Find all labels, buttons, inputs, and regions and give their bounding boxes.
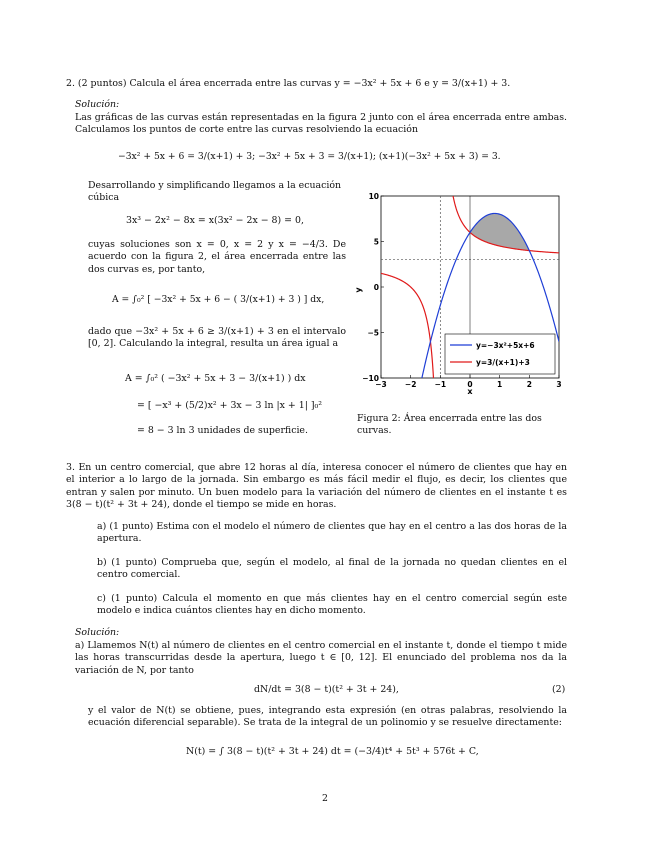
- x-tick-label: −3: [375, 380, 387, 389]
- y-tick-label: 10: [368, 192, 379, 201]
- x-axis-label: x: [467, 387, 473, 396]
- solution-a-text: a) Llamemos N(t) al número de clientes en el centro comercial en el instante t, donde el tiempo t mide las horas transcurridas desde la apertura, luego t ∈ [0, 12]. El enunciado del problema nos da la variación de N, por tanto: [75, 640, 567, 676]
- problem2-statement: 2. (2 puntos) Calcula el área encerrada entre las curvas y = −3x² + 5x + 6 e y = 3/(x+1) + 3.: [66, 78, 511, 89]
- equation-1: −3x² + 5x + 6 = 3/(x+1) + 3; −3x² + 5x + 3 = 3/(x+1); (x+1)(−3x² + 5x + 3) = 3.: [118, 151, 501, 162]
- x-tick-label: 0: [467, 380, 473, 389]
- solution-label: Solución:: [75, 99, 120, 110]
- equation-2: dN/dt = 3(8 − t)(t² + 3t + 24),: [254, 684, 399, 695]
- equation-2-number: (2): [552, 684, 566, 695]
- problem3-statement: 3. En un centro comercial, que abre 12 horas al día, interesa conocer el número de clientes que hay en el interior a lo largo de la jornada. Sin embargo es más fácil medir el flujo, es decir, los clientes que entran y salen por minuto. Un buen modelo para la variación del número de clientes en el instante t es 3(8 − t)(t² + 3t + 24), donde el tiempo se mide en horas.: [66, 462, 567, 511]
- calc-step-1: A = ∫₀² ( −3x² + 5x + 3 − 3/(x+1) ) dx: [125, 373, 306, 384]
- equation-3: N(t) = ∫ 3(8 − t)(t² + 3t + 24) dt = (−3/4)t⁴ + 5t³ + 576t + C,: [186, 746, 479, 757]
- x-tick-label: 2: [526, 380, 532, 389]
- y-tick-label: −5: [367, 328, 379, 338]
- y-axis-label: y: [354, 287, 363, 293]
- page-number: 2: [322, 793, 328, 804]
- paragraph-inequality: dado que −3x² + 5x + 6 ≥ 3/(x+1) + 3 en el intervalo [0, 2]. Calculando la integral, resulta un área igual a: [88, 326, 346, 350]
- problem3-part-b: b) (1 punto) Comprueba que, según el modelo, al final de la jornada no quedan clientes en el centro comercial.: [97, 557, 567, 581]
- calc-step-2: = [ −x³ + (5/2)x² + 3x − 3 ln |x + 1| ]₀²: [137, 400, 323, 411]
- y-tick-label: 5: [373, 237, 379, 247]
- calc-step-3: = 8 − 3 ln 3 unidades de superficie.: [137, 425, 308, 436]
- x-tick-label: −2: [404, 380, 417, 389]
- x-tick-label: −1: [434, 380, 447, 389]
- solution-label-3: Solución:: [75, 627, 120, 638]
- solution-a-text-2: y el valor de N(t) se obtiene, pues, integrando esta expresión (en otras palabras, resolviendo la ecuación diferencial separable). Se trata de la integral de un polinomio y se resuelve directamente:: [88, 705, 567, 729]
- legend-label-rational: y=3/(x+1)+3: [476, 358, 530, 367]
- problem3-part-c: c) (1 punto) Calcula el momento en que más clientes hay en el centro comercial según este modelo e indica cuántos clientes hay en dicho momento.: [97, 593, 567, 617]
- figure-caption: Figura 2: Área encerrada entre las dos curvas.: [357, 413, 542, 437]
- problem3-part-a: a) (1 punto) Estima con el modelo el número de clientes que hay en el centro a las dos horas de la apertura.: [97, 521, 567, 545]
- x-tick-label: 3: [556, 380, 562, 389]
- integral-area: A = ∫₀² [ −3x² + 5x + 6 − ( 3/(x+1) + 3 ) ] dx,: [112, 294, 325, 305]
- problem2-intro: Las gráficas de las curvas están representadas en la figura 2 junto con el área encerrada entre ambas. Calculamos los puntos de corte entre las curvas resolviendo la ecuación: [75, 112, 567, 136]
- legend: [445, 334, 555, 374]
- x-tick-label: 1: [497, 380, 503, 389]
- equation-cubic: 3x³ − 2x² − 8x = x(3x² − 2x − 8) = 0,: [126, 215, 304, 226]
- y-tick-label: 0: [373, 283, 379, 292]
- paragraph-cubic-intro: Desarrollando y simplificando llegamos a la ecuación cúbica: [88, 180, 342, 204]
- y-tick-label: −10: [362, 374, 379, 383]
- figure-2-chart: [355, 188, 570, 398]
- legend-label-parabola: y=−3x²+5x+6: [476, 341, 535, 350]
- paragraph-roots: cuyas soluciones son x = 0, x = 2 y x = −4/3. De acuerdo con la figura 2, el área encerrada entre las dos curvas es, por tanto,: [88, 239, 346, 275]
